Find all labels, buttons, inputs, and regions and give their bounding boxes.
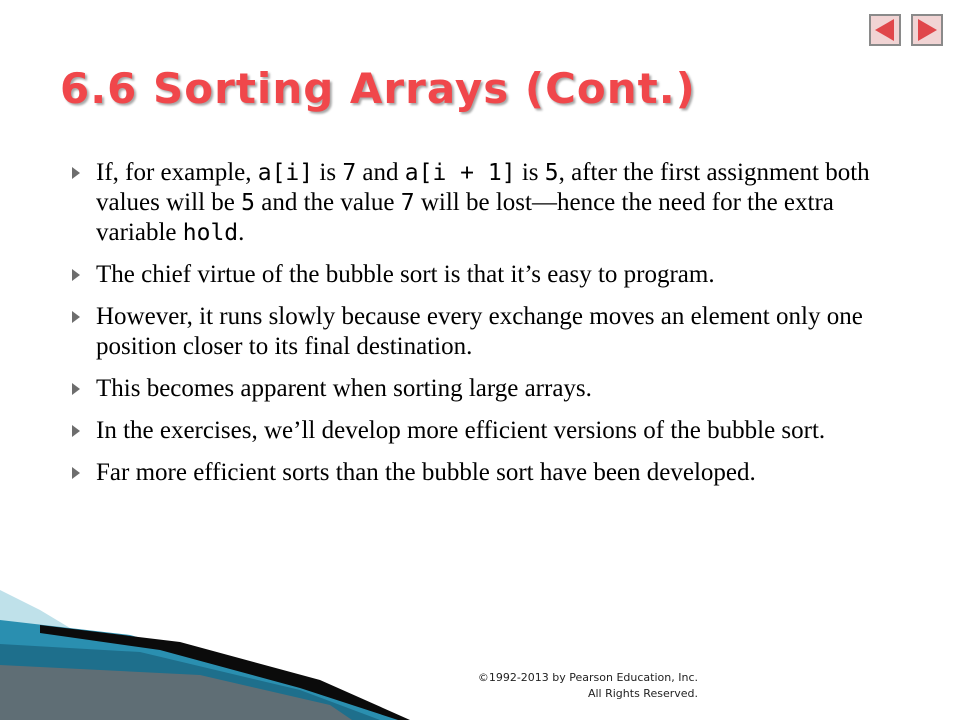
rights-line: All Rights Reserved.: [587, 687, 698, 700]
triangle-bullet-icon: [72, 425, 80, 437]
bullet-text: However, it runs slowly because every exchange moves an element only one position closer to its final destination.: [96, 303, 863, 360]
triangle-bullet-icon: [72, 269, 80, 281]
code-text: 7: [400, 190, 415, 216]
left-arrow-icon: [871, 16, 899, 44]
bullet-item: [72, 416, 892, 446]
bullet-text: .: [238, 219, 245, 246]
code-text: 5: [544, 160, 559, 186]
code-text: hold: [182, 220, 239, 246]
bullet-text: This becomes apparent when sorting large arrays.: [96, 375, 592, 402]
bullet-text: is: [515, 159, 545, 186]
bullet-item: [72, 374, 892, 404]
triangle-bullet-icon: [72, 311, 80, 323]
bullet-item: [72, 302, 892, 362]
triangle-bullet-icon: [72, 467, 80, 479]
bullet-text: If, for example,: [96, 159, 258, 186]
code-text: 5: [241, 190, 255, 216]
right-arrow-icon: [913, 16, 941, 44]
bullet-text: and the value: [254, 189, 401, 216]
copyright-line: ©1992-2013 by Pearson Education, Inc.: [477, 671, 698, 684]
bullet-text: The chief virtue of the bubble sort is that it’s easy to program.: [96, 261, 715, 288]
copyright-footer: [440, 670, 698, 702]
bullet-text: and: [356, 159, 405, 186]
bullet-text: , after the first assignment both values will be: [96, 159, 870, 216]
bullet-text: is: [313, 159, 343, 186]
bullet-text: will be lost—hence the need for the extra variable: [96, 189, 834, 246]
previous-slide-button[interactable]: [869, 14, 901, 46]
code-text: a[i + 1]: [404, 160, 516, 186]
bullet-list: [72, 158, 892, 500]
code-text: a[i]: [257, 160, 314, 186]
triangle-bullet-icon: [72, 383, 80, 395]
bullet-text: Far more efficient sorts than the bubble sort have been developed.: [96, 459, 756, 486]
bullet-text: In the exercises, we’ll develop more efficient versions of the bubble sort.: [96, 417, 826, 444]
bullet-item: [72, 260, 892, 290]
code-text: 7: [342, 160, 357, 186]
slide-title: 6.6 Sorting Arrays (Cont.): [60, 64, 696, 113]
next-slide-button[interactable]: [911, 14, 943, 46]
bullet-item: [72, 458, 892, 488]
bullet-item: [72, 158, 892, 248]
triangle-bullet-icon: [72, 167, 80, 179]
